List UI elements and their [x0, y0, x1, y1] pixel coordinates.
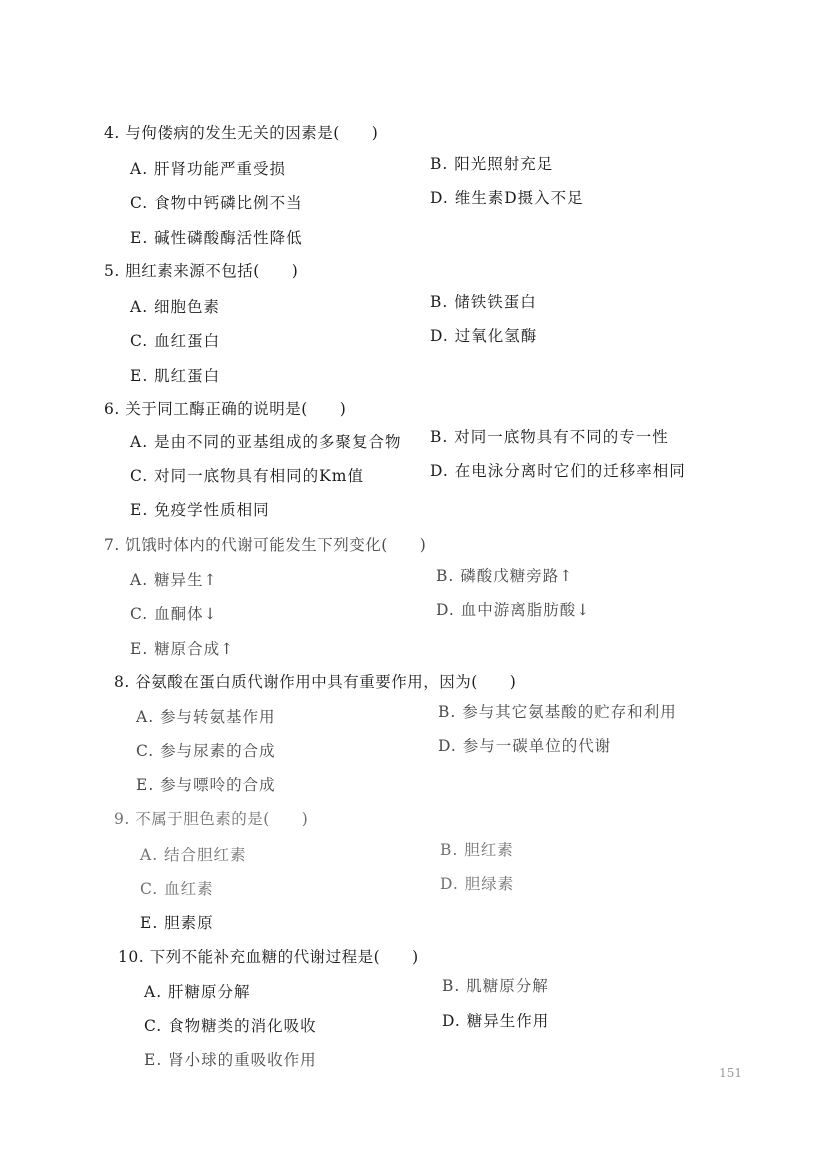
- question-5-option-e: E. 肌红蛋白: [130, 367, 221, 385]
- question-6-stem: 6. 关于同工酶正确的说明是( ): [104, 400, 347, 418]
- question-5-option-a: A. 细胞色素: [130, 298, 221, 316]
- question-7-stem: 7. 饥饿时体内的代谢可能发生下列变化( ): [104, 536, 427, 554]
- question-4-option-a: A. 肝肾功能严重受损: [130, 160, 287, 178]
- question-5-option-b: B. 储铁铁蛋白: [430, 293, 537, 311]
- question-7-option-e: E. 糖原合成↑: [130, 640, 235, 658]
- question-7-option-a: A. 糖异生↑: [130, 571, 218, 589]
- question-9-option-d: D. 胆绿素: [440, 875, 515, 893]
- question-6-option-a: A. 是由不同的亚基组成的多聚复合物: [130, 433, 402, 451]
- question-8-stem: 8. 谷氨酸在蛋白质代谢作用中具有重要作用，因为( ): [114, 673, 517, 691]
- question-10-stem: 10. 下列不能补充血糖的代谢过程是( ): [118, 948, 419, 966]
- question-8-option-e: E. 参与嘌呤的合成: [136, 776, 276, 794]
- page-number: 151: [719, 1066, 742, 1080]
- question-4-option-c: C. 食物中钙磷比例不当: [130, 194, 303, 212]
- question-4-option-b: B. 阳光照射充足: [430, 155, 554, 173]
- question-6-option-d: D. 在电泳分离时它们的迁移率相同: [430, 462, 686, 480]
- question-4-stem: 4. 与佝偻病的发生无关的因素是( ): [104, 124, 379, 142]
- question-8-option-d: D. 参与一碳单位的代谢: [438, 737, 612, 755]
- question-10-option-b: B. 肌糖原分解: [442, 977, 549, 995]
- question-10-option-c: C. 食物糖类的消化吸收: [144, 1017, 317, 1035]
- question-9-stem: 9. 不属于胆色素的是( ): [114, 810, 309, 828]
- question-9-option-e: E. 胆素原: [140, 914, 214, 932]
- question-4-option-e: E. 碱性磷酸酶活性降低: [130, 229, 303, 247]
- question-9-option-c: C. 血红素: [140, 880, 214, 898]
- question-6-option-b: B. 对同一底物具有不同的专一性: [430, 428, 669, 446]
- question-5-option-d: D. 过氧化氢酶: [430, 327, 538, 345]
- question-6-option-e: E. 免疫学性质相同: [130, 501, 270, 519]
- question-7-option-b: B. 磷酸戊糖旁路↑: [436, 567, 574, 585]
- question-7-option-c: C. 血酮体↓: [130, 605, 218, 623]
- question-6-option-c: C. 对同一底物具有相同的Km值: [130, 467, 364, 485]
- question-10-option-e: E. 肾小球的重吸收作用: [144, 1051, 317, 1069]
- question-10-option-d: D. 糖异生作用: [442, 1012, 550, 1030]
- question-10-option-a: A. 肝糖原分解: [144, 983, 251, 1001]
- question-7-option-d: D. 血中游离脂肪酸↓: [436, 601, 591, 619]
- question-5-option-c: C. 血红蛋白: [130, 332, 221, 350]
- question-5-stem: 5. 胆红素来源不包括( ): [104, 262, 299, 280]
- question-8-option-c: C. 参与尿素的合成: [136, 742, 276, 760]
- question-4-option-d: D. 维生素D摄入不足: [430, 189, 584, 207]
- question-9-option-b: B. 胆红素: [440, 841, 514, 859]
- question-8-option-b: B. 参与其它氨基酸的贮存和利用: [438, 703, 677, 721]
- question-9-option-a: A. 结合胆红素: [140, 846, 247, 864]
- question-8-option-a: A. 参与转氨基作用: [136, 708, 276, 726]
